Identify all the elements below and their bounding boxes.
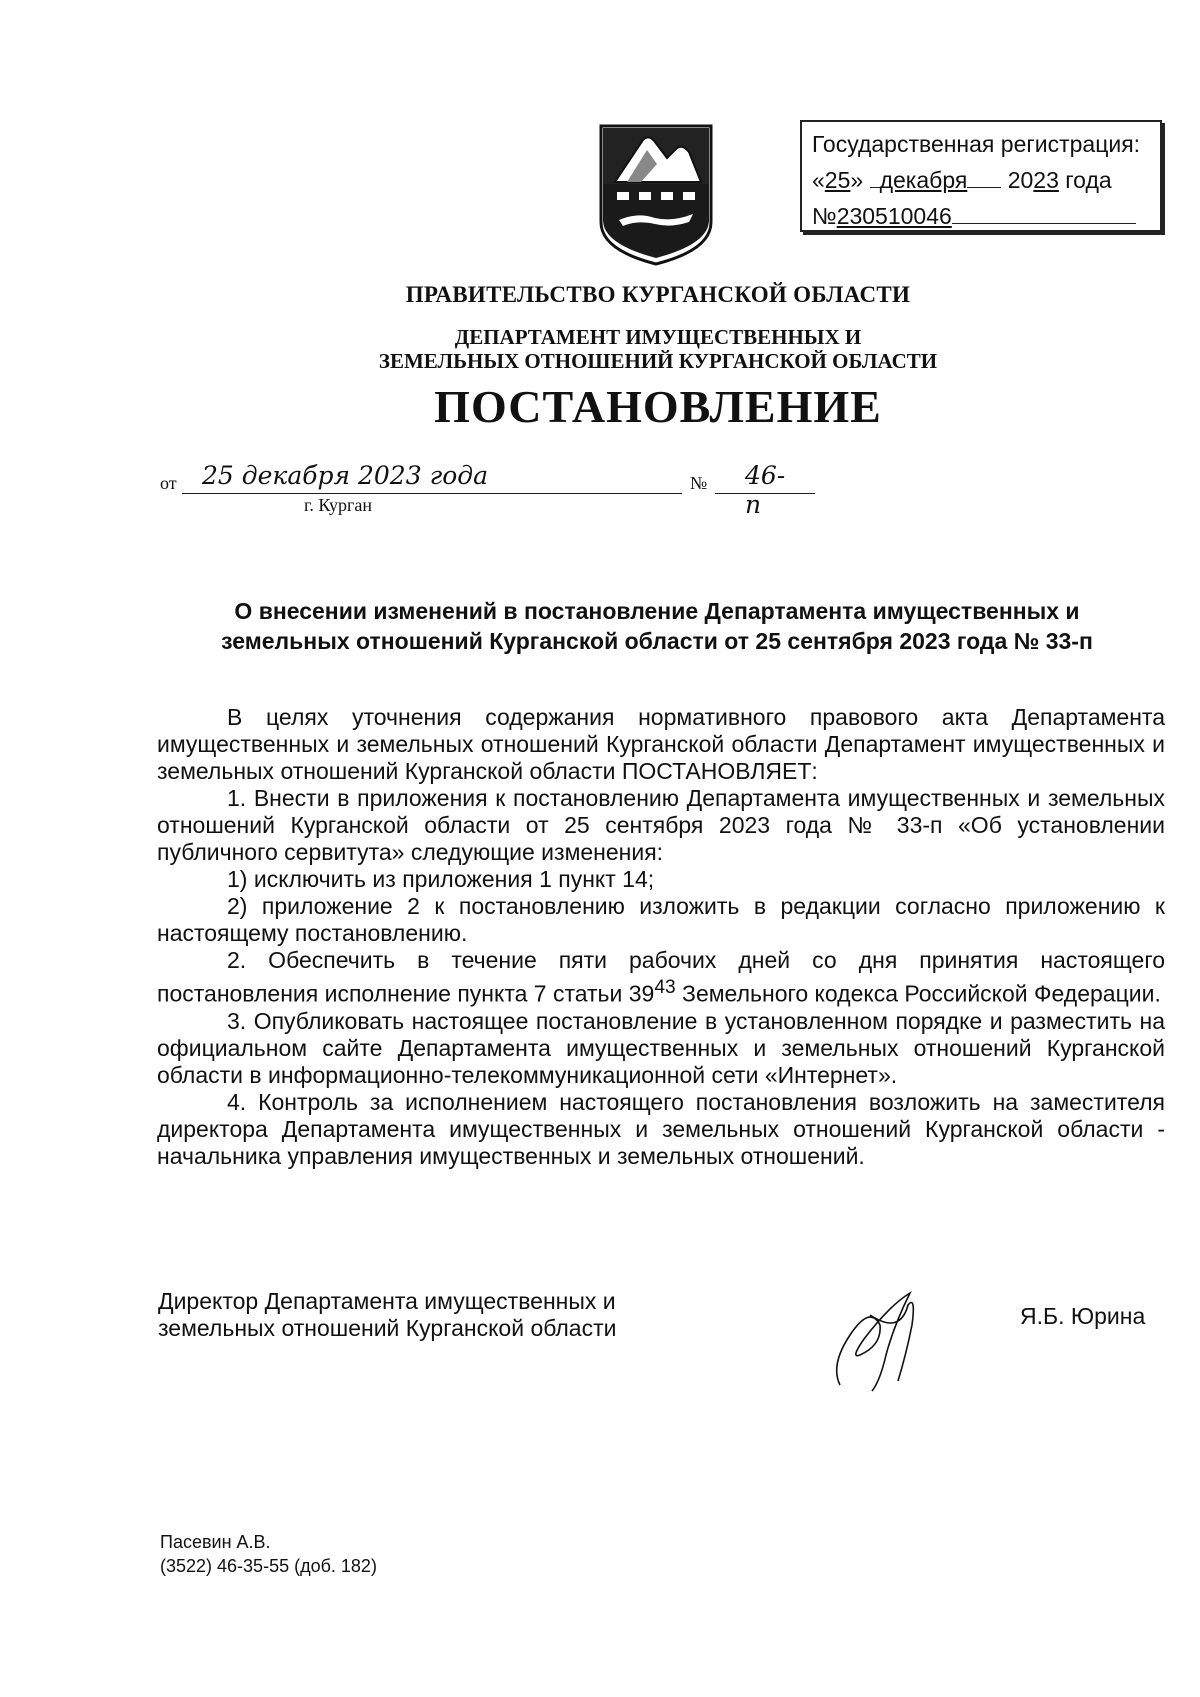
registration-date: «25» декабря 2023 года	[812, 162, 1160, 198]
document-body	[157, 704, 1165, 1170]
body-item-1: 1. Внести в приложения к постановлению Департамента имущественных и земельных отношений Курганской области от 25 сентября 2023 года № 33-п «Об установлении публичного сервитута» следующие изменения:	[157, 785, 1165, 865]
handwritten-number: 46-п	[745, 461, 786, 519]
government-heading: ПРАВИТЕЛЬСТВО КУРГАНСКОЙ ОБЛАСТИ	[405, 282, 911, 307]
coat-of-arms-icon	[597, 122, 715, 268]
signatory-name: Я.Б. Юрина	[1020, 1303, 1146, 1329]
registration-day: 25	[824, 167, 851, 193]
handwritten-date: 25 декабря 2023 года	[202, 461, 488, 490]
executor-name: Пасевин А.В.	[160, 1532, 271, 1552]
registration-stamp	[800, 120, 1162, 232]
body-item-1-2: 2) приложение 2 к постановлению изложить в редакции согласно приложению к настоящему постановлению.	[157, 893, 1165, 946]
document-subject: О внесении изменений в постановление Департамента имущественных и земельных отношений Курганской области от 25 сентября 2023 года № 33-п	[221, 598, 1093, 654]
registration-number: №230510046	[812, 198, 1160, 234]
date-number-line	[160, 461, 786, 519]
body-item-4: 4. Контроль за исполнением настоящего постановления возложить на заместителя директора Департамента имущественных и земельных отношений Курганской области - начальника управления имущественных и земельных отношений.	[157, 1088, 1165, 1169]
registration-year: 23	[1033, 167, 1059, 193]
city-label: г. Курган	[304, 495, 373, 515]
body-item-1-1: 1) исключить из приложения 1 пункт 14;	[227, 866, 655, 892]
handwritten-signature-icon	[820, 1285, 950, 1395]
document-type-title: ПОСТАНОВЛЕНИЕ	[434, 381, 882, 432]
executor-info	[160, 1530, 377, 1578]
date-from-label: от	[160, 473, 177, 493]
department-heading: ДЕПАРТАМЕНТ ИМУЩЕСТВЕННЫХ И ЗЕМЕЛЬНЫХ ОТНОШЕНИЙ КУРГАНСКОЙ ОБЛАСТИ	[378, 325, 938, 373]
registration-month: декабря	[879, 167, 968, 193]
body-intro: В целях уточнения содержания нормативного правового акта Департамента имущественных и земельных отношений Курганской области Департамент имущественных и земельных отношений Курганской области ПОСТАНОВЛЯЕТ:	[157, 704, 1165, 784]
executor-phone: (3522) 46-35-55 (доб. 182)	[160, 1556, 377, 1576]
body-item-3: 3. Опубликовать настоящее постановление в установленном порядке и разместить на официальном сайте Департамента имущественных и земельных отношений Курганской области в информационно-телекоммуникационной сети «Интернет».	[157, 1007, 1165, 1088]
signatory-position: Директор Департамента имущественных и земельных отношений Курганской области	[158, 1288, 617, 1341]
body-item-2: 2. Обеспечить в течение пяти рабочих дней со дня принятия настоящего постановления исполнение пункта 7 статьи $39^{43}$ Земельного кодекса Российской Федерации.	[157, 947, 1165, 1007]
number-label: №	[690, 473, 708, 493]
registration-title: Государственная регистрация:	[812, 131, 1141, 157]
